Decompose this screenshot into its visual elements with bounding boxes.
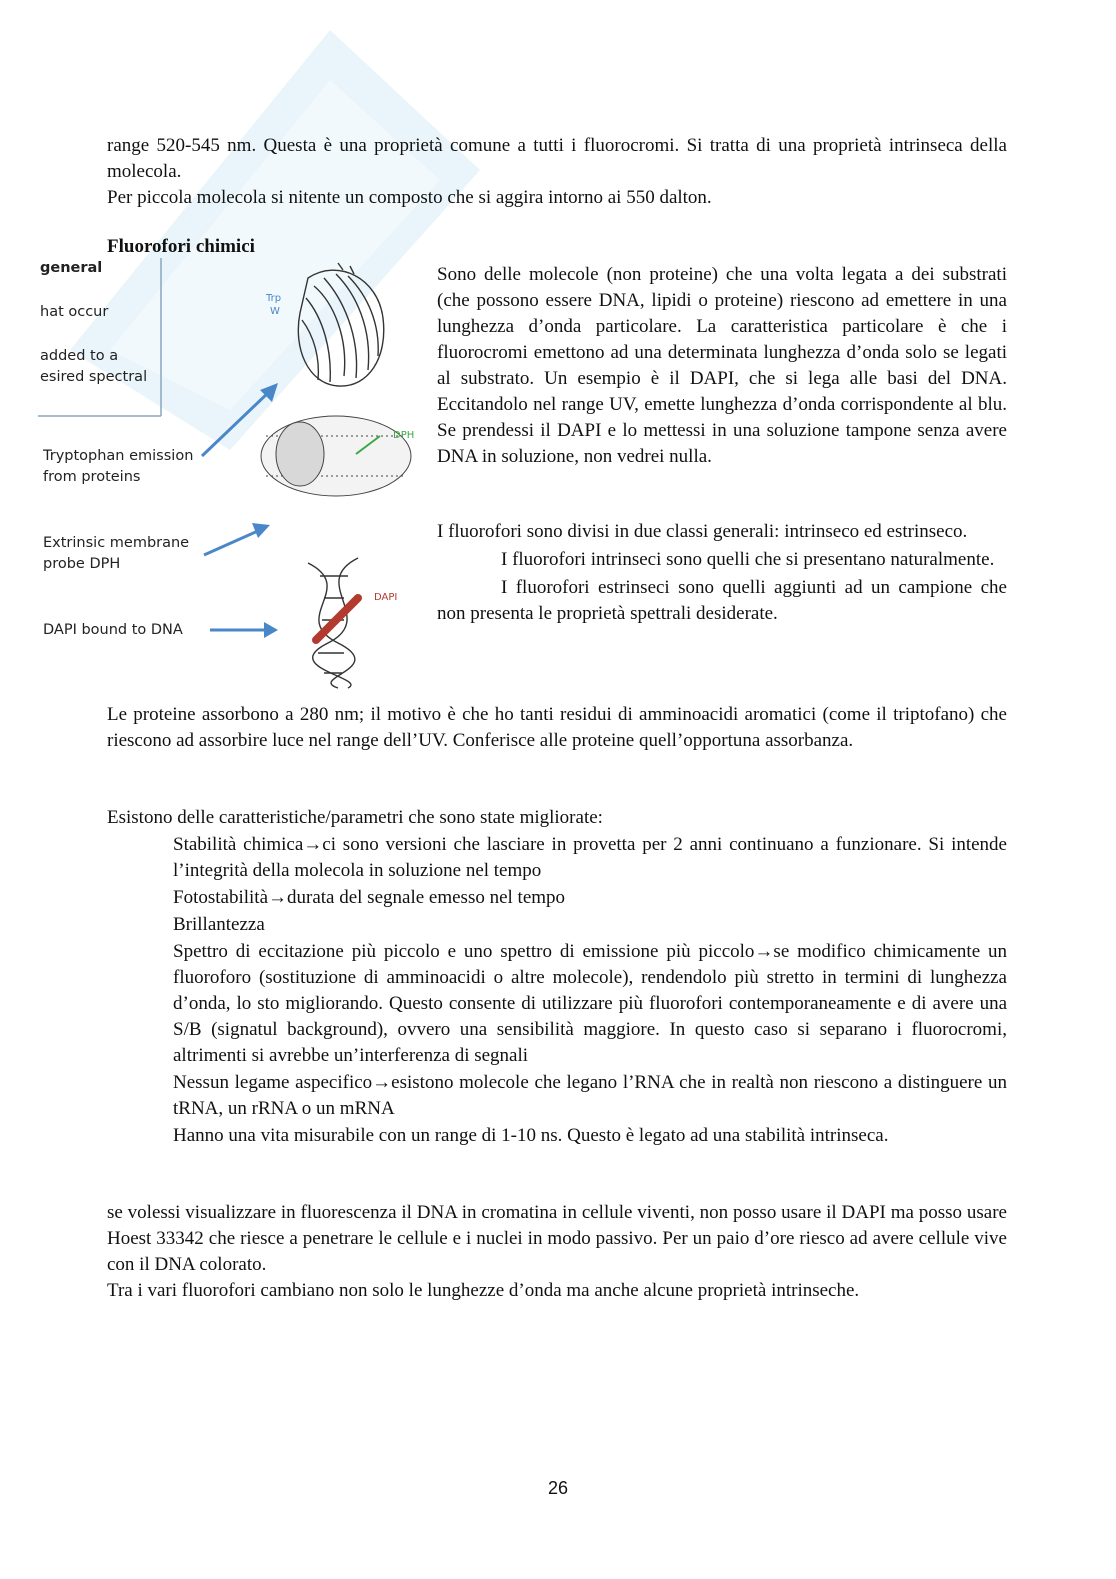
intro-text-2: Per piccola molecola si nitente un composto che si aggira intorno ai 550 dalton. [107,187,712,208]
intro-text: range 520-545 nm. Questa è una proprietà comune a tutti i fluorocromi. Si tratta di una proprietà intrinseca della molecola. [107,135,1007,182]
proteins-paragraph [107,702,1007,754]
intro-paragraph [107,133,1007,211]
side-text-3: I fluorofori intrinseci sono quelli che si presentano naturalmente. [501,549,995,570]
w-tag: W [270,306,280,317]
side-paragraph-2 [437,519,1007,627]
side-text-2: I fluorofori sono divisi in due classi generali: intrinseco ed estrinseco. [437,521,968,542]
dph-label [43,533,189,575]
list-item: Fotostabilità→durata del segnale emesso nel tempo [173,887,566,908]
params-intro: Esistono delle caratteristiche/parametri che sono state migliorate: [107,807,603,828]
side-paragraph-1 [437,262,1007,470]
closing-text-1: se volessi visualizzare in fluorescenza il DNA in cromatina in cellule viventi, non posso usare il DAPI ma posso usare Hoest 33342 che riesce a penetrare le cellule e i nuclei in modo passivo. Per un paio d’ore riesco ad avere cellule vive con il DNA colorato. [107,1202,1007,1275]
arrow-icons [202,383,278,638]
dph-label-line1: Extrinsic membrane [43,535,190,551]
list-item: Nessun legame aspecifico→esistono molecole che legano l’RNA che in realtà non riescono a distinguere un tRNA, un rRNA o un mRNA [173,1072,1007,1119]
section-heading: Fluorofori chimici [107,236,255,257]
closing-text-2: Tra i vari fluorofori cambiano non solo le lunghezze d’onda ma anche alcune proprietà intrinseche. [107,1280,860,1301]
fluorophore-figure [38,258,428,698]
side-text-1: Sono delle molecole (non proteine) che una volta legata a dei substrati (che possono essere DNA, lipidi o proteine) riescono ad emettere in una lunghezza d’onda particolare. La caratteristica particolare è che i fluorocromi emettono ad una determinata lunghezza d’onda solo se legati al substrato. Un esempio è il DAPI, che si lega alle basi del DNA. Eccitandolo nel range UV, emette lunghezza d’onda corrispondente al blu. Se prendessi il DAPI e lo mettessi in una soluzione tampone senza avere DNA in soluzione, non vedrei nulla. [437,264,1007,467]
crop-label-4: esired spectral [40,369,148,385]
page-number: 26 [547,1478,569,1498]
membrane-structure-icon [261,416,411,496]
list-item: Stabilità chimica→ci sono versioni che lasciare in provetta per 2 anni continuano a funzionare. Si intende l’integrità della molecola in soluzione nel tempo [173,834,1007,881]
list-item: Spettro di eccitazione più piccolo e uno spettro di emissione più piccolo→se modifico chimicamente un fluoroforo (sostituzione di amminoacidi o altre molecole), rendendolo più stretto in termini di lunghezza d’onda, lo sto migliorando. Questo consente di utilizzare più fluorofori contemporaneamente e di avere una S/B (signatul background), ovvero una sensibilità maggiore. In questo caso si separano i fluorocromi, altrimenti si avrebbe un’interferenza di segnali [173,941,1007,1066]
dapi-label: DAPI bound to DNA [43,622,183,638]
list-item: Hanno una vita misurabile con un range di 1-10 ns. Questo è legato ad una stabilità intrinseca. [173,1125,889,1146]
crop-label-3: added to a [40,348,119,364]
tryptophan-label-line2: from proteins [43,469,141,485]
tryptophan-label-line1: Tryptophan emission [43,448,194,464]
trp-tag: Trp [266,293,282,304]
dph-label-line2: probe DPH [43,556,121,572]
crop-label-2: hat occur [40,304,109,320]
tryptophan-label [43,446,193,488]
dph-tag: DPH [393,430,415,441]
crop-label-1: general [40,260,103,276]
dapi-tag: DAPI [374,592,398,603]
list-item: Brillantezza [173,914,265,935]
closing-paragraph [107,1200,1007,1304]
proteins-text: Le proteine assorbono a 280 nm; il motivo è che ho tanti residui di amminoacidi aromatici (come il triptofano) che riescono ad assorbire luce nel range dell’UV. Conferisce alle proteine quell’opportuna assorbanza. [107,704,1007,751]
protein-structure-icon [298,263,383,386]
params-list [173,832,1007,1150]
side-text-4: I fluorofori estrinseci sono quelli aggiunti ad un campione che non presenta le proprietà spettrali desiderate. [437,577,1007,624]
